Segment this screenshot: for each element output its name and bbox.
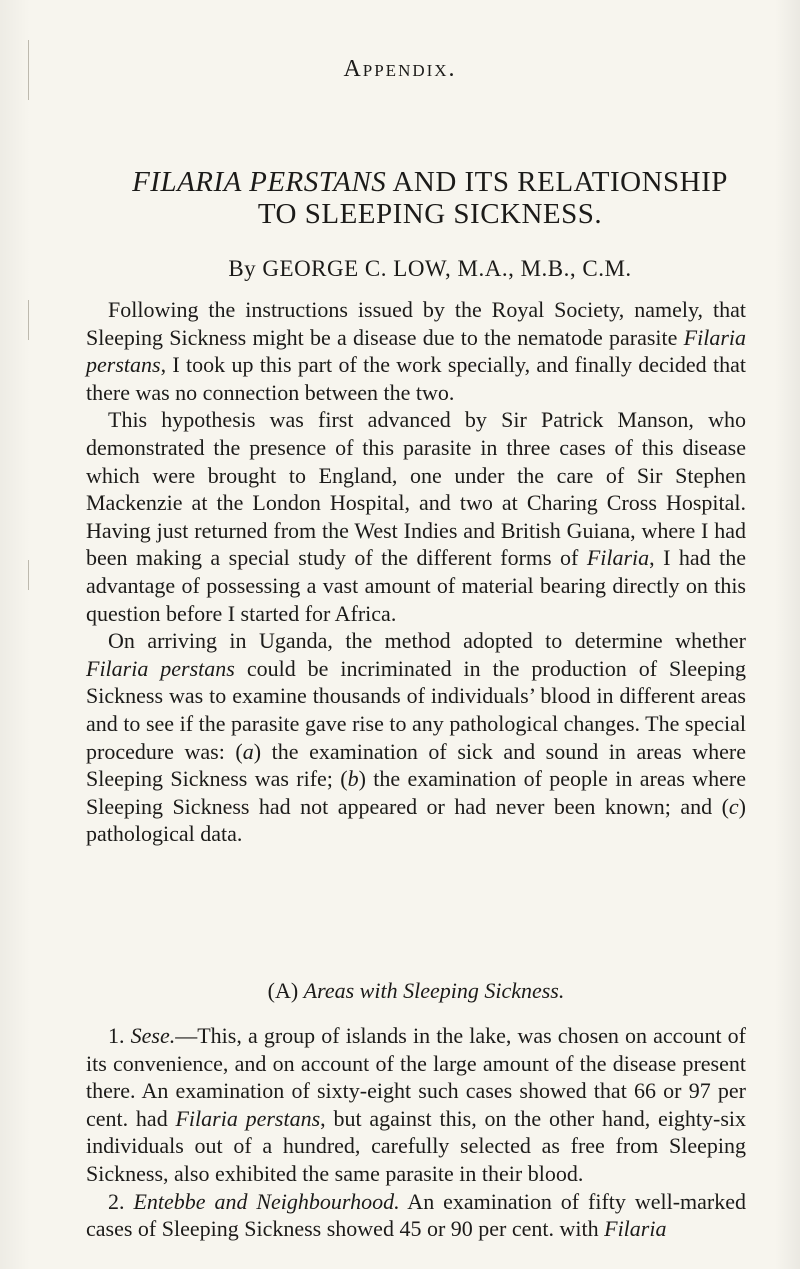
- article-title: [110, 166, 750, 230]
- text-run: ) the examination of people in areas where Sleeping Sickness had not appeared or had never been known; and (: [86, 766, 747, 819]
- section-label: (A): [267, 978, 304, 1003]
- italic-text: a: [242, 738, 254, 764]
- item-number: 2.: [108, 1188, 134, 1214]
- appendix-header: Appendix.: [343, 56, 457, 82]
- author-byline: By GEORGE C. LOW, M.A., M.B., C.M.: [228, 256, 632, 281]
- italic-text: b: [347, 766, 359, 792]
- text-run: This hypothesis was first advanced by Sir Patrick Manson, who demonstrated the presence of this parasite in three cases of this disease which were brought to England, one under the care of Sir Stephen Mackenzie at the London Hospital, and two at Charing Cross Hospital. Having just returned from the West Indies and British Guiana, where I had been making a special study of the different forms of: [86, 407, 746, 571]
- paragraph: [86, 627, 746, 848]
- italic-text: Filaria perstans: [175, 1105, 321, 1131]
- section-title: Areas with Sleeping Sickness.: [303, 978, 565, 1003]
- item-name: Entebbe and Neighbourhood.: [133, 1188, 400, 1214]
- binding-mark: [28, 560, 29, 590]
- italic-text: Filaria: [604, 1216, 667, 1242]
- section-heading: [86, 978, 746, 1004]
- paragraph: [86, 406, 746, 627]
- italic-text: Filaria: [586, 545, 650, 571]
- body-text: [86, 296, 746, 848]
- title-line-2: TO SLEEPING SICKNESS.: [257, 198, 603, 230]
- title-rest: AND ITS RELATIONSHIP: [386, 166, 728, 198]
- numbered-item: [86, 1188, 746, 1243]
- italic-text: c: [728, 793, 739, 819]
- numbered-item: [86, 1022, 746, 1188]
- text-run: ) pathological data.: [86, 793, 746, 847]
- text-run: An examination of fifty well-marked cases of Sleeping Sickness showed 45 or 90 per cent. with: [86, 1188, 747, 1242]
- binding-mark: [28, 300, 29, 340]
- text-run: Following the instructions issued by the Royal Society, namely, that Sleeping Sickness might be a disease due to the nematode parasite: [86, 297, 746, 350]
- item-name: Sese.: [130, 1023, 176, 1048]
- section-body: [86, 1022, 746, 1243]
- text-run: ) the examination of sick and sound in areas where Sleeping Sickness was rife; (: [86, 738, 746, 792]
- text-run: —This, a group of islands in the lake, was chosen on account of its convenience, and on account of the large amount of the disease present there. An examination of sixty-eight such cases showed that 66 or 97 per cent. had: [86, 1023, 746, 1131]
- title-line-1: [110, 166, 750, 198]
- text-run: , I had the advantage of possessing a vast amount of material bearing directly on this question before I started for Africa.: [86, 545, 746, 626]
- italic-text: Filaria perstans: [86, 324, 746, 378]
- paragraph: [86, 296, 746, 406]
- text-run: , I took up this part of the work specially, and finally decided that there was no connection between the two.: [86, 352, 746, 405]
- text-run: On arriving in Uganda, the method adopted to determine whether: [108, 628, 746, 654]
- item-number: 1.: [108, 1023, 131, 1048]
- italic-text: Filaria perstans: [86, 655, 235, 681]
- text-run: could be incriminated in the production of Sleeping Sickness was to examine thousands of individuals’ blood in different areas and to see if the parasite gave rise to any pathological changes. The special procedure was: (: [86, 655, 746, 764]
- title-italic-part: FILARIA PERSTANS: [132, 166, 387, 198]
- text-run: , but against this, on the other hand, eighty-six individuals out of a hundred, carefully selected as free from Sleeping Sickness, also exhibited the same parasite in their blood.: [86, 1105, 746, 1186]
